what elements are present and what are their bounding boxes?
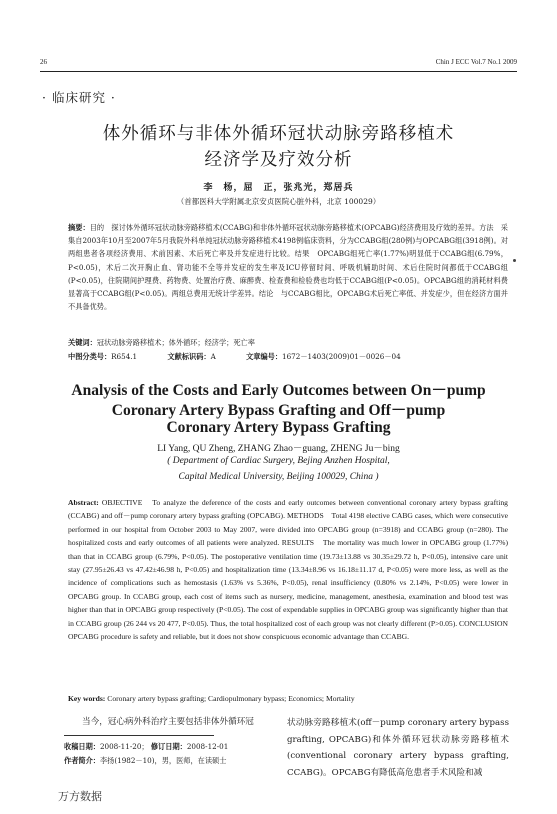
doc-code-label: 文献标识码： xyxy=(167,352,211,361)
en-abstract-label: Abstract: xyxy=(68,498,99,507)
en-keywords xyxy=(68,694,508,703)
cn-title-line-1: 体外循环与非体外循环冠状动脉旁路移植术 xyxy=(102,124,455,144)
cn-abstract-label: 摘要： xyxy=(68,223,90,232)
article-number-label: 文章编号： xyxy=(246,352,283,361)
en-title-line-1: Analysis of the Costs and Early Outcomes between On－pump xyxy=(71,382,486,399)
received-label: 收稿日期： xyxy=(64,742,100,751)
cn-keywords-label: 关键词： xyxy=(68,338,97,347)
journal-citation: Chin J ECC Vol.7 No.1 2009 xyxy=(435,58,517,66)
page-number: 26 xyxy=(40,58,47,66)
header-rule xyxy=(40,71,517,72)
revised-date: 2008-12-01 xyxy=(186,742,229,751)
body-right-column: 状动脉旁路移植术(off－pump coronary artery bypass grafting, OPCABG)和体外循环冠状动脉旁路移植术(conventional coronary artery bypass grafting, CCABG)。OPCABG有降低高危患者手术风险和减 xyxy=(287,718,509,778)
margin-dot xyxy=(513,259,516,262)
article-number-value: 1672－1403(2009)01－0026－04 xyxy=(282,352,401,361)
en-authors: LI Yang, QU Zheng, ZHANG Zhao－guang, ZHENG Ju－bing xyxy=(157,444,400,454)
en-title-line-3: Coronary Artery Bypass Grafting xyxy=(166,419,391,436)
cn-abstract xyxy=(68,221,508,313)
clc-label: 中图分类号： xyxy=(68,352,112,361)
en-abstract-text: OBJECTIVE To analyze the deference of the costs and early outcomes between conventional coronary artery bypass grafting (CCABG) and off－pump coronary artery bypass grafting (OPCABG). METHODS Total 4198 elective CABG cases, which were consecutive performed in our hospital from October 2003 to May 2007, were divided into OPCABG group (n=3918) and CCABG group (n=280). The hospitalized costs and early outcomes of all patients were analyzed. RESULTS The mortality was much lower in OPCABG group (1.77%) than that in CCABG group (6.79%, P<0.05). The postoperative ventilation time (19.73±13.88 vs 30.35±29.72 h, P<0.05), intensive care unit stay (27.95±26.43 vs 47.42±46.98 h, P<0.05) and hospitalization time (13.34±8.96 vs 16.18±11.17 d, P<0.05) were more less, as well as the incidence of complications such as hemostasis (1.63% vs 5.36%, P<0.05), renal insufficiency (0.80% vs 2.14%, P<0.05) were lower in OPCABG group. In CCABG group, each cost of items such as nursery, medicine, management, anesthesia, examination and blood test was higher than that in OPCABG group respectively (P<0.05). The cost of expendable supplies in OPCABG group was significantly higher than that in CCABG group (26 244 vs 20 477, P<0.05). Thus, the total hospitalized cost of each group was not clearly different (P>0.05). CONCLUSION OPCABG procedure is safety and reliable, but it does not show conspicuous economic advantage than CCABG. xyxy=(68,498,516,642)
cn-classification xyxy=(68,351,508,363)
en-affiliation-line-2: Capital Medical University, Beijing 100029, China ) xyxy=(178,472,379,482)
revised-label: 修订日期： xyxy=(150,742,187,751)
en-title-line-2: Coronary Artery Bypass Grafting and Off－pump xyxy=(111,402,446,419)
watermark: 万方数据 xyxy=(58,790,102,803)
author-bio: 李扬(1982－10)，男，医师，在读硕士 xyxy=(99,756,227,765)
cn-keywords xyxy=(68,337,508,349)
footnote-rule xyxy=(64,735,214,736)
en-keywords-text: Coronary artery bypass grafting; Cardiopulmonary bypass; Economics; Mortality xyxy=(107,694,355,703)
cn-keywords-text: 冠状动脉旁路移植术；体外循环；经济学；死亡率 xyxy=(96,338,255,347)
received-date: 2008-11-20 xyxy=(99,742,142,751)
footnote-dates: 收稿日期：2008-11-20； 修订日期：2008-12-01 xyxy=(64,742,229,751)
body-intro-text: 当今，冠心病外科治疗主要包括非体外循环冠 xyxy=(82,717,254,727)
en-affiliation-line-1: ( Department of Cardiac Surgery, Bejing Anzhen Hospital, xyxy=(167,456,390,466)
body-left-column xyxy=(64,715,276,729)
doc-code-value: A xyxy=(210,352,216,361)
footnote-author xyxy=(64,756,284,766)
en-keywords-label: Key words: xyxy=(68,694,106,703)
author-bio-label: 作者简介： xyxy=(64,756,100,765)
en-abstract xyxy=(68,496,516,643)
running-header xyxy=(40,58,517,70)
cn-affiliation: （首都医科大学附属北京安贞医院心脏外科，北京 100029） xyxy=(176,197,381,206)
cn-title-line-2: 经济学及疗效分析 xyxy=(204,150,353,170)
cn-authors: 李 杨，屈 正，张兆光，郑居兵 xyxy=(203,183,354,193)
cn-abstract-text: 目的 探讨体外循环冠状动脉旁路移植术(CCABG)和非体外循环冠状动脉旁路移植术(OPCABG)经济费用及疗效的差异。方法 采集自2003年10月至2007年5月我院外科单纯冠状动脉旁路移植术4198例临床资料，分为CCABG组(280例)与OPCABG组(3918例)。对两组患者各项经济费用、术前因素、术后死亡率及并发症进行比较。结果 OPCABG组死亡率(1.77%)明显低于CCABG组(6.79%，P<0.05)，术后二次开胸止血、肾功能不全等并发症的发生率及ICU停留时间、呼吸机辅助时间、术后住院时间都低于CCABG组(P<0.05)，住院期间护理费、药物费、处置治疗费、麻醉费、检查费和检验费也均低于CCABG组(P<0.05)。OPCABG组的消耗材料费显著高于CCABG组(P<0.05)。两组总费用无统计学差异。结论 与CCABG相比，OPCABG术后死亡率低、并发症少，但在经济方面并不具备优势。 xyxy=(68,223,508,312)
clc-value: R654.1 xyxy=(111,352,138,361)
section-label: · 临床研究 · xyxy=(42,90,116,105)
